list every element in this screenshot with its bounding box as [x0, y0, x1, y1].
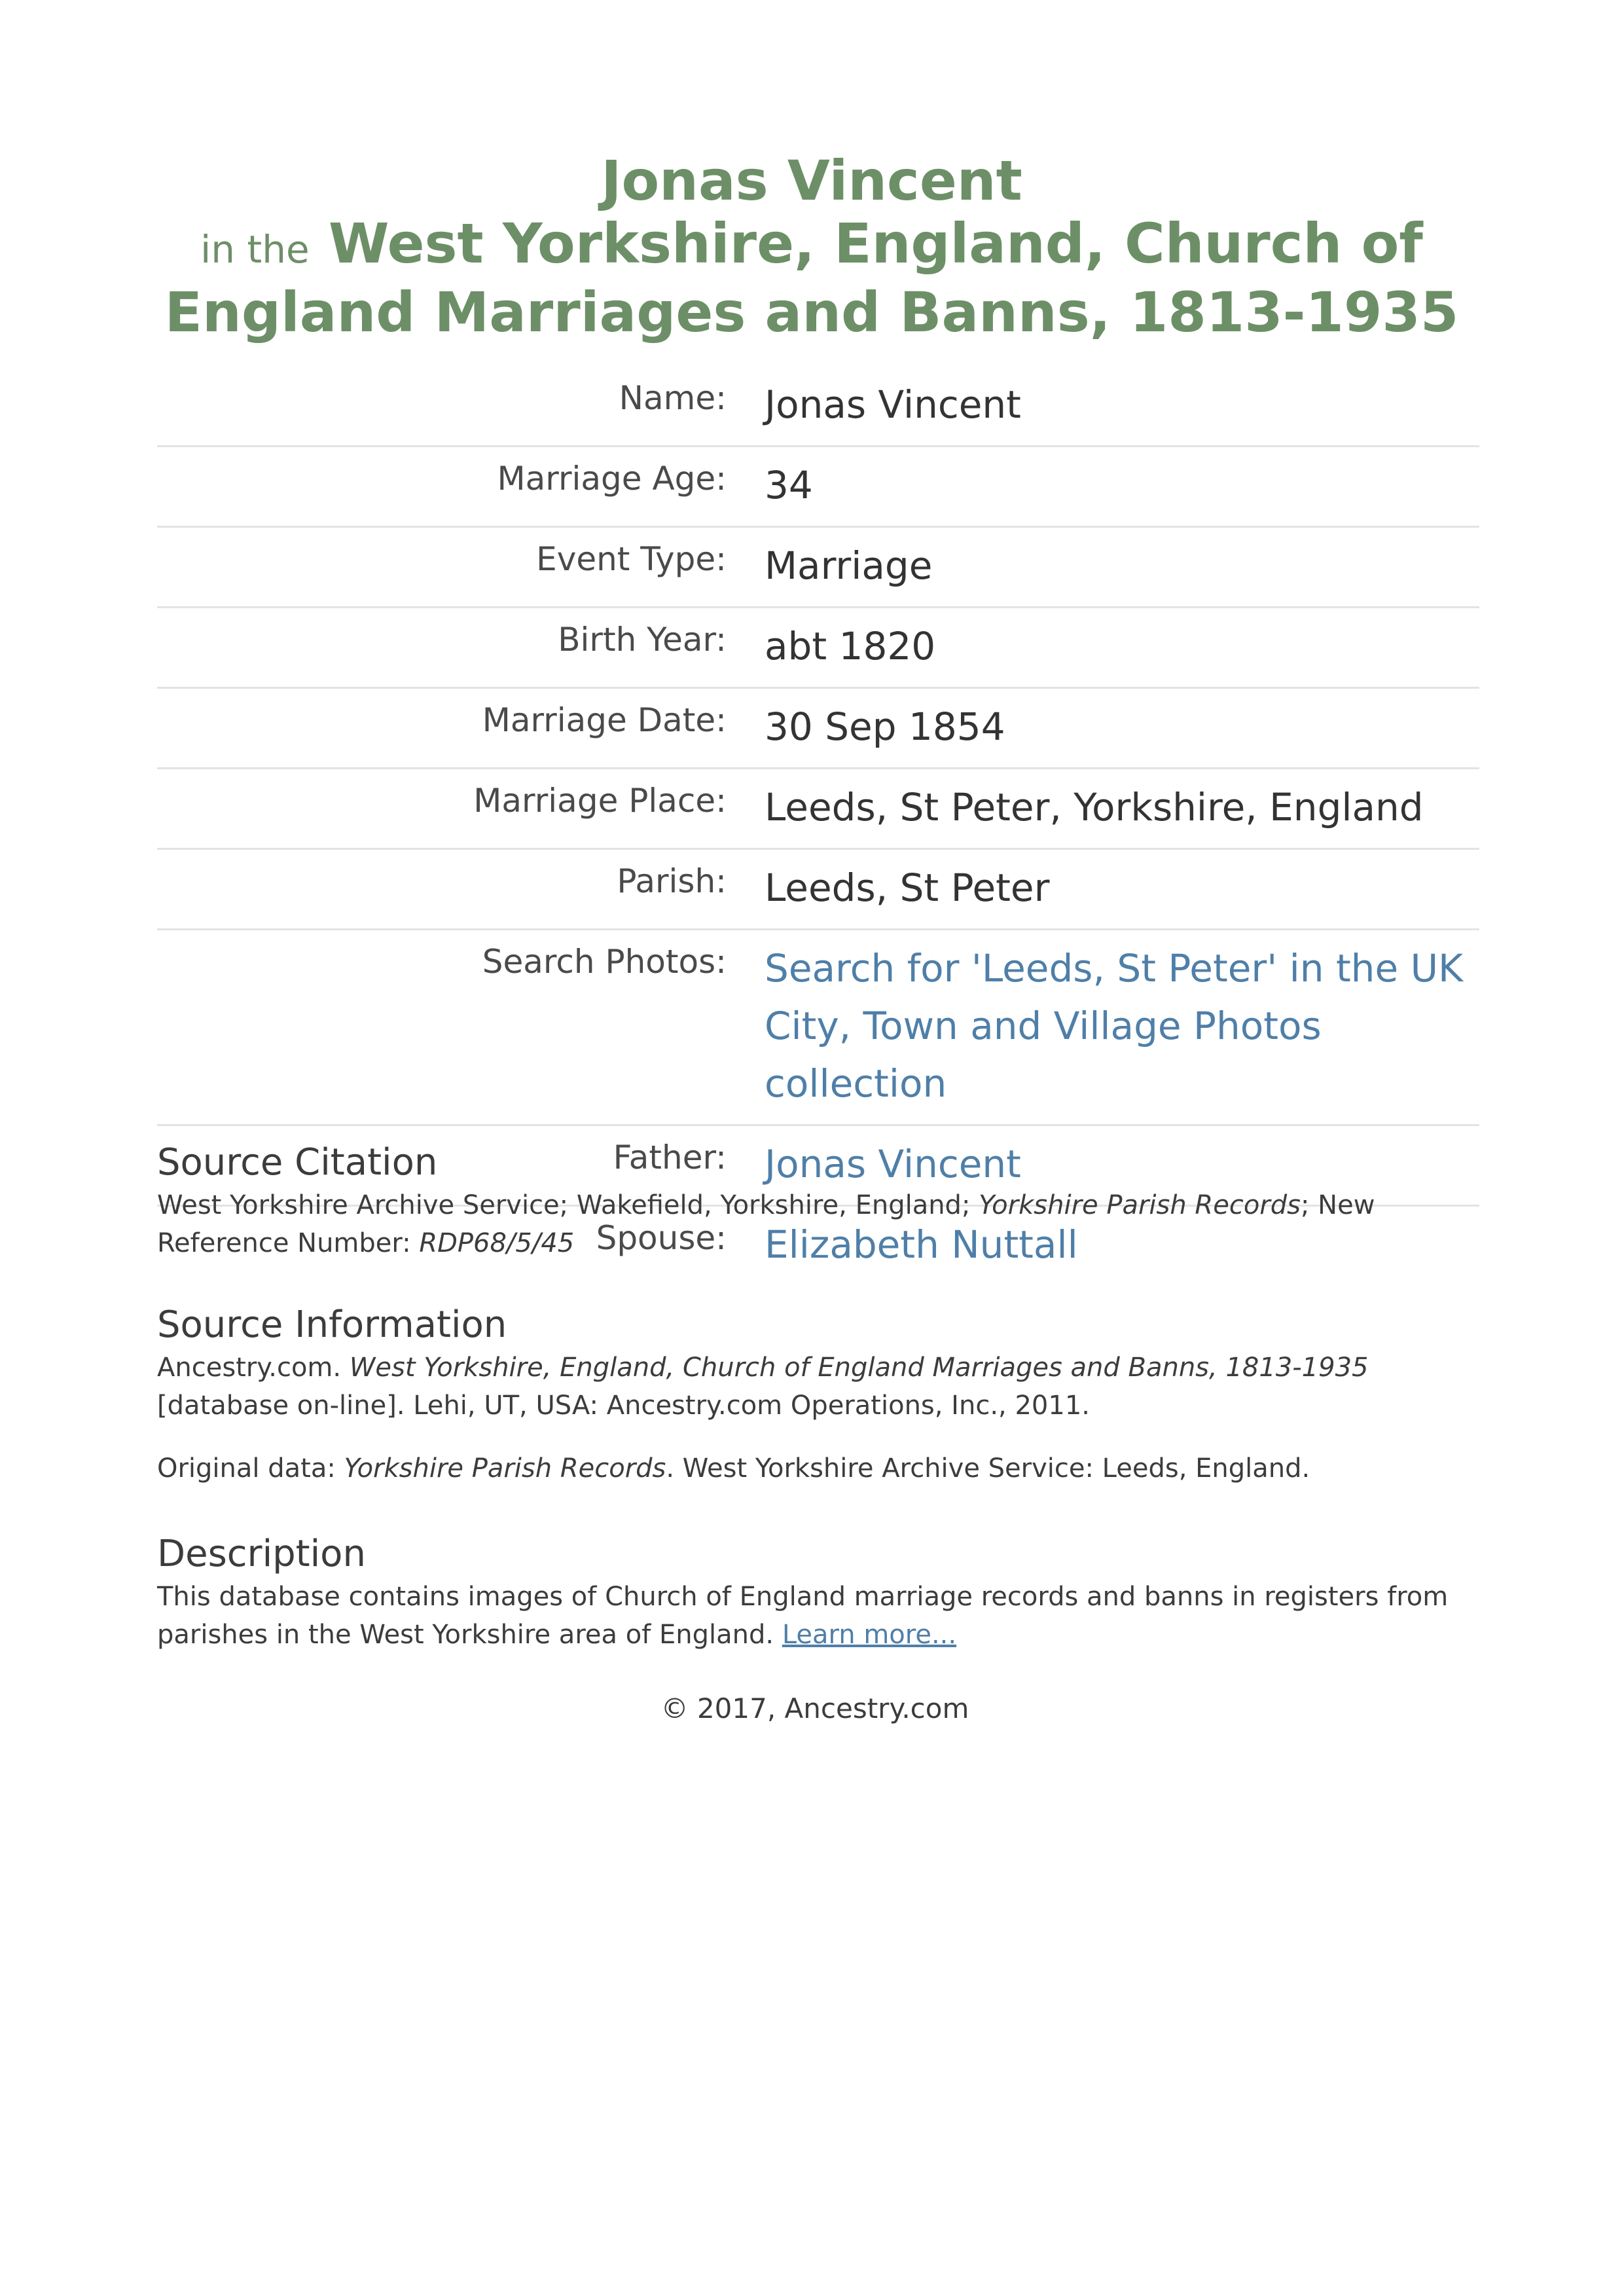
source-information-section	[157, 1302, 1473, 1487]
fact-label: Event Type:	[536, 540, 727, 578]
fact-row-marriage-date	[157, 689, 1479, 769]
fact-row-birth-year	[157, 608, 1479, 689]
fact-value-parish: Leeds, St Peter	[765, 866, 1050, 910]
fact-label: Birth Year:	[558, 621, 727, 659]
fact-value-name: Jonas Vincent	[765, 382, 1021, 427]
page-title	[157, 149, 1466, 344]
title-prefix: in the	[200, 227, 310, 272]
fact-row-marriage-age	[157, 447, 1479, 528]
title-collection	[157, 212, 1466, 281]
fact-label: Marriage Date:	[482, 701, 727, 739]
fact-label: Marriage Place:	[473, 782, 727, 820]
fact-label: Marriage Age:	[497, 460, 727, 498]
fact-value-marriage-age: 34	[765, 463, 813, 507]
learn-more-link[interactable]: Learn more...	[782, 1620, 957, 1650]
fact-row-name	[157, 367, 1479, 447]
fact-label: Search Photos:	[482, 943, 727, 981]
source-citation-text: West Yorkshire Archive Service; Wakefield, Yorkshire, England; Yorkshire Parish Records; New Reference Number: RDP68/5/45	[157, 1190, 1375, 1258]
search-photos-link[interactable]: Search for 'Leeds, St Peter' in the UK City, Town and Village Photos collection	[765, 946, 1464, 1106]
fact-row-search-photos	[157, 930, 1479, 1126]
fact-row-parish	[157, 850, 1479, 930]
fact-label: Spouse:	[596, 1219, 727, 1257]
source-citation-heading: Source Citation	[157, 1141, 438, 1184]
fact-row-marriage-place	[157, 769, 1479, 850]
fact-value-event-type: Marriage	[765, 543, 933, 588]
title-collection-line2: England Marriages and Banns, 1813-1935	[164, 280, 1459, 344]
fact-value-marriage-place: Leeds, St Peter, Yorkshire, England	[765, 785, 1424, 829]
fact-label: Name:	[619, 379, 727, 417]
source-information-heading: Source Information	[157, 1303, 507, 1346]
description-section	[157, 1531, 1473, 1654]
fact-row-event-type	[157, 528, 1479, 608]
original-data-text: Original data: Yorkshire Parish Records. West Yorkshire Archive Service: Leeds, England.	[157, 1453, 1310, 1484]
fact-label: Father:	[613, 1139, 727, 1176]
title-collection-line1: West Yorkshire, England, Church of	[328, 211, 1423, 276]
source-citation-section	[157, 1139, 1473, 1262]
title-person-name: Jonas Vincent	[601, 149, 1022, 213]
source-information-text: Ancestry.com. West Yorkshire, England, Church of England Marriages and Banns, 1813-1935 [database on-line]. Lehi, UT, USA: Ancestry.com Operations, Inc., 2011.	[157, 1353, 1369, 1421]
copyright-footer: © 2017, Ancestry.com	[660, 1692, 969, 1724]
fact-value-marriage-date: 30 Sep 1854	[765, 704, 1005, 749]
description-text: This database contains images of Church of England marriage records and banns in registers from parishes in the West Yorkshire area of England. Learn more...	[157, 1582, 1449, 1650]
description-heading: Description	[157, 1533, 366, 1575]
fact-value-birth-year: abt 1820	[765, 624, 936, 668]
father-link[interactable]: Jonas Vincent	[765, 1142, 1021, 1186]
spouse-link[interactable]: Elizabeth Nuttall	[765, 1222, 1078, 1267]
fact-label: Parish:	[617, 862, 727, 900]
